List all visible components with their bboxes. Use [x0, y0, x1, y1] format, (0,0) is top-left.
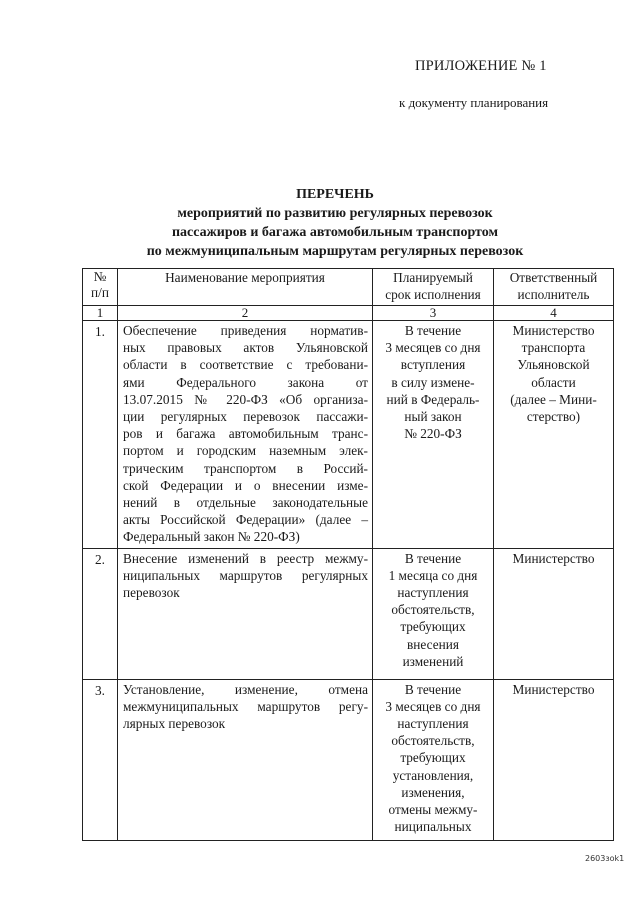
measure-responsible: [494, 679, 614, 840]
measure-term-line: В течение: [404, 323, 462, 338]
heading-line-4: по межмуниципальным маршрутам регулярных перевозок: [146, 244, 524, 259]
measure-name: [118, 548, 373, 679]
document-heading: [100, 185, 570, 261]
measure-name-line: Установление, изменение, отмена: [123, 681, 368, 697]
measure-term-line: вступления: [400, 357, 466, 373]
measure-term: [373, 548, 494, 679]
measure-responsible-line: транспорта: [521, 340, 586, 356]
measure-term: [373, 679, 494, 840]
header-name: Наименование мероприятия: [118, 269, 373, 306]
measure-term-line: отмены межму-: [388, 802, 478, 818]
header-term: [373, 269, 494, 306]
measure-name-line: лярных перевозок: [123, 716, 226, 732]
measure-responsible: [494, 548, 614, 679]
measure-name-line: ской Федерации и о внесении изме-: [123, 477, 368, 493]
measure-responsible-line: Министерство: [512, 550, 595, 566]
header-responsible: [494, 269, 614, 306]
measure-term-line: обстоятельств,: [391, 733, 475, 749]
header-term-line-2: срок исполнения: [385, 287, 481, 303]
measure-name-line: ниципальных маршрутов регулярных: [123, 567, 368, 583]
measure-term-line: требующих: [400, 619, 466, 635]
measures-table: [82, 268, 614, 841]
measure-responsible-line: Министерство: [512, 323, 595, 338]
measure-name-line: Обеспечение приведения норматив-: [123, 323, 368, 338]
column-index: 2: [118, 306, 373, 321]
measure-name-line: ции регулярных перевозок пассажи-: [123, 409, 368, 425]
measure-term-line: В течение: [404, 550, 462, 566]
header-responsible-line-2: исполнитель: [517, 287, 590, 303]
table-header-row: [83, 269, 614, 306]
document-stamp: 2603зоk1: [585, 854, 625, 863]
measure-name-line: Федеральный закон № 220-ФЗ): [123, 529, 300, 545]
measure-name-line: межмуниципальных маршрутов регу-: [123, 698, 368, 714]
measure-responsible-line: (далее – Мини-: [510, 391, 597, 407]
annex-title: ПРИЛОЖЕНИЕ № 1: [415, 58, 547, 74]
measure-term-line: 3 месяцев со дня: [385, 698, 481, 714]
measure-term-line: ниципальных: [394, 819, 472, 835]
measure-name-line: области в соответствие с требовани-: [123, 357, 368, 373]
measure-term-line: ний в Федераль-: [386, 391, 480, 407]
header-term-line-1: Планируемый: [393, 270, 473, 285]
measure-term-line: ный закон: [404, 409, 462, 425]
column-index: 3: [373, 306, 494, 321]
measure-name-line: портом и городским наземным элек-: [123, 443, 368, 459]
measure-name-line: Внесение изменений в реестр межму-: [123, 550, 368, 566]
column-index: 1: [83, 306, 118, 321]
measure-term: [373, 321, 494, 549]
table-row: [83, 679, 614, 840]
measure-responsible-line: Министерство: [512, 681, 595, 697]
row-number: 2.: [83, 548, 118, 679]
measure-term-line: установления,: [392, 767, 474, 783]
table-row: [83, 548, 614, 679]
measure-responsible-line: Ульяновской: [517, 357, 590, 373]
measure-name-line: нений в отдельные законодательные: [123, 495, 368, 511]
table-row: [83, 321, 614, 549]
measure-name-line: ров и багажа автомобильным транс-: [123, 426, 368, 442]
measure-name: [118, 321, 373, 549]
measure-term-line: наступления: [397, 585, 469, 601]
measure-term-line: требующих: [400, 750, 466, 766]
column-index: 4: [494, 306, 614, 321]
header-number-line-2: п/п: [91, 285, 109, 300]
header-responsible-line-1: Ответственный: [509, 270, 598, 285]
measure-term-line: изменений: [402, 653, 464, 669]
measure-name: [118, 679, 373, 840]
column-index-row: [83, 306, 614, 321]
measure-name-line: ных правовых актов Ульяновской: [123, 340, 368, 356]
measure-responsible-line: стерство): [526, 409, 581, 425]
measure-name-line: перевозок: [123, 585, 180, 601]
measure-term-line: 1 месяца со дня: [388, 567, 478, 583]
heading-line-3: пассажиров и багажа автомобильным транспортом: [171, 225, 499, 240]
row-number: 1.: [83, 321, 118, 549]
measure-term-line: наступления: [397, 716, 469, 732]
measure-name-line: акты Российской Федерации» (далее –: [123, 512, 368, 528]
measure-term-line: обстоятельств,: [391, 602, 475, 618]
measure-responsible: [494, 321, 614, 549]
measure-name-line: трическим транспортом в Россий-: [123, 460, 368, 476]
measure-term-line: в силу измене-: [391, 374, 475, 390]
measure-term-line: изменения,: [401, 784, 465, 800]
header-number: [83, 269, 118, 306]
measure-term-line: 3 месяцев со дня: [385, 340, 481, 356]
annex-subtitle: к документу планирования: [399, 95, 549, 110]
heading-line-2: мероприятий по развитию регулярных перевозок: [177, 206, 493, 221]
measure-term-line: В течение: [404, 681, 462, 697]
measure-responsible-line: области: [531, 374, 576, 390]
measure-term-line: № 220-ФЗ: [404, 426, 462, 442]
measure-name-line: ями Федерального закона от: [123, 374, 368, 390]
header-number-line-1: №: [93, 269, 107, 284]
row-number: 3.: [83, 679, 118, 840]
measure-term-line: внесения: [407, 636, 459, 652]
measure-name-line: 13.07.2015 № 220-ФЗ «Об организа-: [123, 391, 368, 407]
heading-line-1: ПЕРЕЧЕНЬ: [296, 187, 374, 202]
